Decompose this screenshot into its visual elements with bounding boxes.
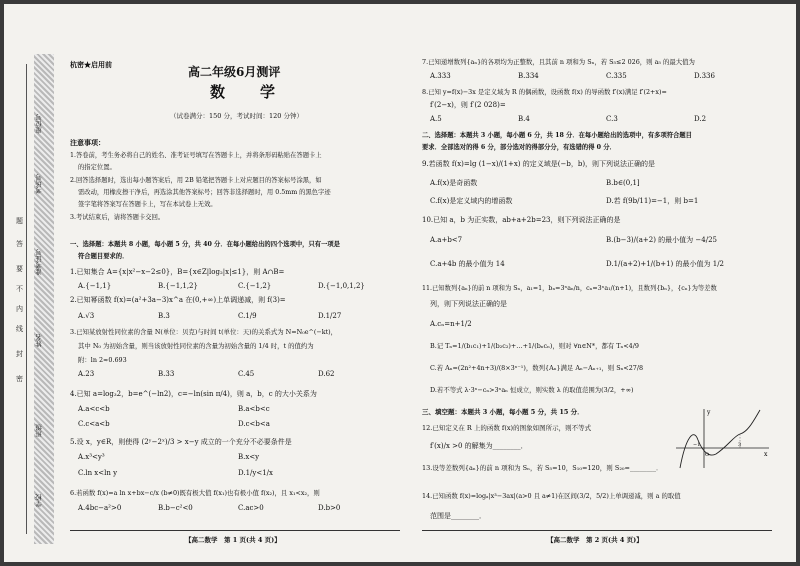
note-line: 的指定位置。 [78, 164, 116, 171]
question-6: 6.若函数 f(x)=a ln x+bx−c/x (b≠0)既有极大值 f(x₁)也有极小值 f(x₂)，且 x₁<x₂，则 [70, 489, 320, 497]
option: B.b−c²<0 [158, 504, 193, 512]
graph-curve [680, 410, 760, 468]
seal-line [26, 64, 27, 534]
option: C.ln x<ln y [78, 469, 118, 477]
option: C.1/9 [238, 312, 257, 320]
option: C.若 Aₙ=(2n²+4n+3)/(8×3ⁿ⁻¹)，数列{Aₙ}满足 Aₙ−Aₙ₊₁，则 Sₙ<27/8 [430, 364, 644, 372]
section-2-heading-cont: 要求．全部选对的得 6 分，部分选对的得部分分，有选错的得 0 分． [422, 144, 616, 151]
question-8: 8.已知 y=f(x)−3x 是定义域为 R 的偶函数，设函数 f(x) 的导函数 f′(x)满足 f′(2+x)= [422, 88, 667, 96]
graph-y-label: y [707, 409, 711, 416]
side-field-exam-id: 准考证号 [35, 249, 43, 275]
page-footer: 【高二数学 第 2 页(共 4 页)】 [547, 536, 643, 544]
subject-title: 数 学 [210, 83, 286, 101]
option: D.1/27 [318, 312, 342, 320]
option: B.{−1,1,2} [158, 282, 198, 290]
question-12-cont: f′(x)/x >0 的解集为________． [430, 442, 528, 450]
page-footer: 【高二数学 第 1 页(共 4 页)】 [185, 536, 281, 544]
fold-char: 题 [16, 217, 23, 225]
option: B.记 Tₙ=1/(b₁c₁)+1/(b₂c₂)+…+1/(bₙcₙ)，则对 ∀n∈N*，都有 Tₙ<4/9 [430, 342, 639, 350]
question-3: 3.已知某放射性同位素的含量 N(单位：贝克)与时间 t(单位：天)的关系式为 N=N₀e^(−kt)， [70, 328, 338, 336]
notes-title: 注意事项： [70, 138, 105, 147]
note-line: 签字笔将答案写在答题卡上，写在本试卷上无效。 [78, 201, 217, 208]
note-line: 需改动，用橡皮擦干净后，再选涂其他答案标号；回答非选择题时，用 0.5mm 的黑色字迹 [78, 189, 331, 196]
fold-char: 内 [16, 305, 23, 313]
option: C.335 [606, 72, 627, 80]
option: A.333 [430, 72, 451, 80]
option: B.a<b<c [238, 405, 270, 413]
option: B.3 [158, 312, 170, 320]
option: D.{−1,0,1,2} [318, 282, 365, 290]
question-10: 10.已知 a，b 为正实数，ab+a+2b=23，则下列说法正确的是 [422, 216, 621, 224]
section-1-heading-cont: 符合题目要求的． [78, 253, 129, 260]
question-5: 5.设 x，y∈R，则使得 (2ʸ−2ˣ)/3 > x−y 成立的一个充分不必要条件是 [70, 438, 292, 446]
option: C.{−1,2} [238, 282, 272, 290]
option: A.a<c<b [78, 405, 110, 413]
option: A.5 [430, 115, 442, 123]
side-field-seat: 座位号 [35, 114, 43, 134]
fold-char: 封 [16, 350, 23, 358]
option: A.f(x)是奇函数 [430, 179, 478, 187]
option: D.b>0 [318, 504, 341, 512]
fold-char: 密 [16, 375, 23, 383]
question-9: 9.若函数 f(x)=lg (1−x)/(1+x) 的定义域是(−b，b)，则下列说法正确的是 [422, 160, 656, 168]
option: C.c<a<b [78, 420, 110, 428]
option: D.若不等式 λ·3ⁿ−cₙ>3ⁿaₙ 恒成立，则实数 λ 的取值范围为(3/2，+∞) [430, 386, 634, 394]
question-13: 13.设等差数列{aₙ}的前 n 项和为 Sₙ，若 S₅=10，S₁₀=120，则 S₂₀=________． [422, 464, 663, 472]
question-3-note: 附：ln 2≈0.693 [78, 356, 127, 364]
option: A.x³<y³ [78, 453, 105, 461]
section-2-heading: 二、选择题：本题共 3 小题，每小题 6 分，共 18 分．在每小题给出的选项中，有多项符合题目 [422, 132, 692, 139]
option: D.若 f(9b/11)=−1，则 b=1 [606, 197, 699, 205]
option: B.4 [518, 115, 530, 123]
option: C.f(x)是定义域内的增函数 [430, 197, 513, 205]
side-field-room: 考场号 [35, 174, 43, 194]
fold-char: 线 [16, 325, 23, 333]
option: B.334 [518, 72, 539, 80]
question-12: 12.已知定义在 R 上的函数 f(x)的图象如图所示，则不等式 [422, 424, 592, 432]
option: D.2 [694, 115, 707, 123]
side-field-class: 班级 [35, 424, 43, 437]
option: C.ac>0 [238, 504, 264, 512]
option: B.(b−3)/(a+2) 的最小值为 −4/25 [606, 236, 717, 244]
fold-char: 不 [16, 285, 23, 293]
option: A.a+b<7 [430, 236, 463, 244]
option: D.62 [318, 370, 335, 378]
option: A.{−1,1} [78, 282, 112, 290]
note-line: 3.考试结束后，请将答题卡交回。 [70, 214, 165, 221]
question-2: 2.已知幂函数 f(x)=(a²+3a−3)x^a 在(0,+∞)上单调递减，则 f(3)= [70, 296, 286, 304]
question-14: 14.已知函数 f(x)=logₐ|x³−3ax|(a>0 且 a≠1)在区间(3/2，5/2)上单调递减，则 a 的取值 [422, 492, 681, 500]
option: A.√3 [78, 312, 95, 320]
graph-tick: 3 [738, 442, 742, 448]
note-line: 1.答卷前，考生务必将自己的姓名、准考证号填写在答题卡上，并将条形码粘贴在答题卡上 [70, 152, 322, 159]
graph-x-label: x [764, 451, 768, 458]
option: D.c<b<a [238, 420, 270, 428]
fold-char: 要 [16, 265, 23, 273]
question-1: 1.已知集合 A={x|x²−x−2≤0}，B={x∈Z|log₂|x|≤1}，则 A∩B= [70, 268, 285, 276]
question-8-cont: f′(2−x)，则 f′(2 028)= [430, 101, 506, 109]
option: A.4bc−a²>0 [78, 504, 122, 512]
function-graph [674, 406, 772, 470]
option: D.336 [694, 72, 715, 80]
exam-meta: （试卷满分：150 分，考试时间：120 分钟） [170, 112, 303, 120]
option: A.23 [78, 370, 95, 378]
option: C.a+4b 的最小值为 14 [430, 260, 505, 268]
exam-sheet [4, 4, 796, 562]
side-field-school: 学校 [35, 494, 43, 507]
option: D.1/y<1/x [238, 469, 273, 477]
option: D.1/(a+2)+1/(b+1) 的最小值为 1/2 [606, 260, 725, 268]
graph-tick: −1 [693, 442, 701, 448]
footer-rule [70, 530, 400, 531]
option: B.b∈(0,1] [606, 179, 640, 187]
option: B.33 [158, 370, 175, 378]
option: C.3 [606, 115, 618, 123]
section-3-heading: 三、填空题：本题共 3 小题，每小题 5 分，共 15 分． [422, 408, 584, 416]
option: B.x<y [238, 453, 260, 461]
section-1-heading: 一、选择题：本题共 8 小题，每小题 5 分，共 40 分．在每小题给出的四个选项中，只有一项是 [70, 241, 340, 248]
secret-label: 杭密★启用前 [70, 60, 112, 69]
exam-title: 高二年级6月测评 [188, 65, 281, 79]
question-11-cont: 列，则下列说法正确的是 [430, 300, 507, 308]
question-11: 11.已知数列{aₙ}的前 n 项和为 Sₙ，a₁=1，bₙ=3ⁿaₙ/n，cₙ=3ⁿa₁/(n+1)，且数列{bₙ}，{cₙ}为等差数 [422, 285, 717, 292]
question-3-cont: 其中 N₀ 为初始含量，则当该放射性同位素的含量为初始含量的 1/4 时，t 的值约为 [78, 342, 314, 350]
option: C.45 [238, 370, 255, 378]
question-14-cont: 范围是________． [430, 512, 486, 520]
footer-rule [422, 530, 772, 531]
question-4: 4.已知 a=log₃2，b=e^(−ln2)，c=−ln(sin π/4)，则 a，b，c 的大小关系为 [70, 390, 317, 398]
option: A.cₙ=n+1/2 [430, 320, 472, 328]
side-field-name: 姓名 [35, 334, 43, 347]
graph-origin: O [705, 452, 710, 458]
note-line: 2.回答选择题时，选出每小题答案后，用 2B 铅笔把答题卡上对应题目的答案标号涂黑，如 [70, 177, 322, 184]
fold-char: 答 [16, 240, 23, 248]
question-7: 7.已知递增数列{aₙ}的各项均为正整数，且其前 n 项和为 Sₙ，若 S₅≤2 026，则 a₅ 的最大值为 [422, 58, 695, 66]
